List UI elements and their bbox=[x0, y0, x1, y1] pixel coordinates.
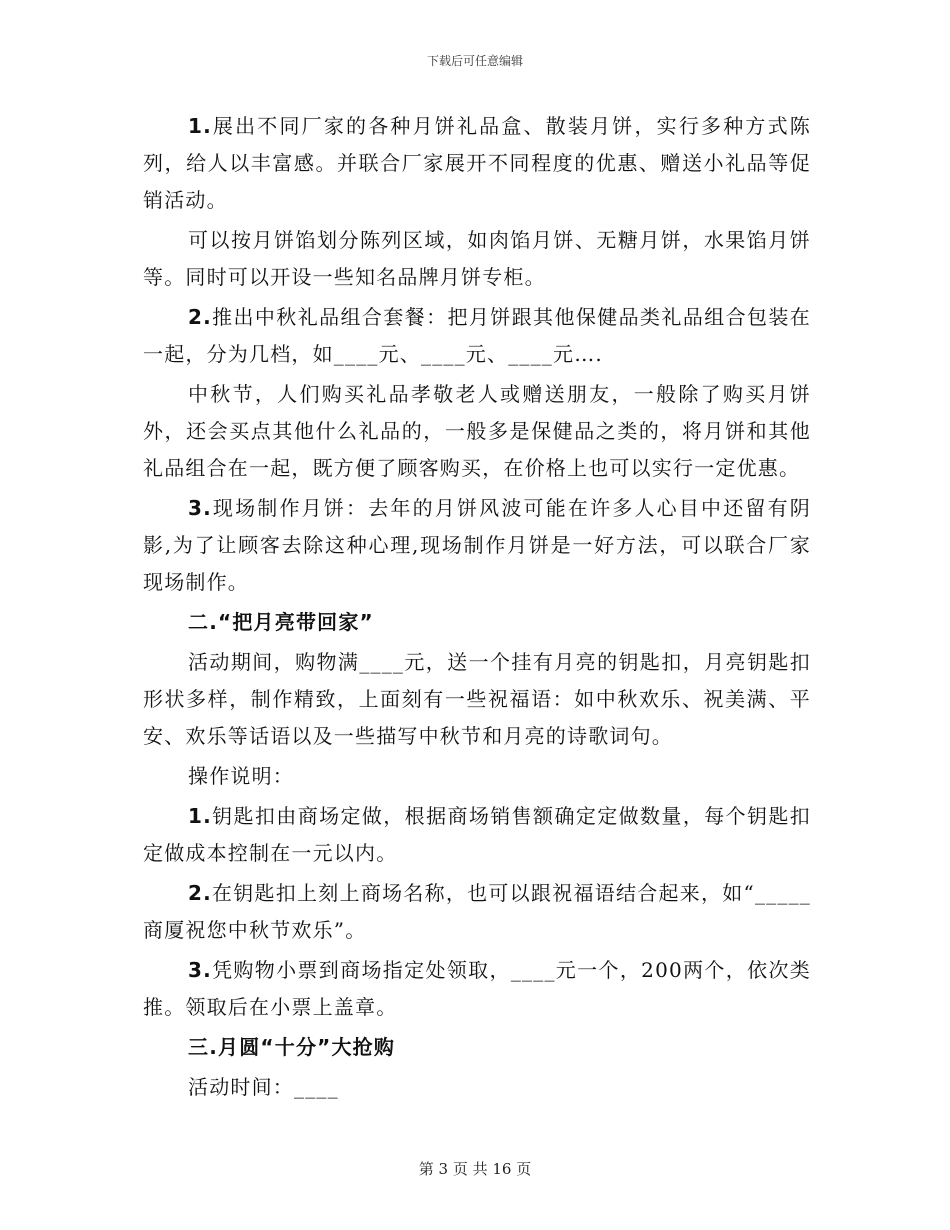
paragraph-11 bbox=[143, 1069, 811, 1106]
paragraph-text: 钥匙扣由商场定做，根据商场销售额确定定做数量，每个钥匙扣定做成本控制在一元以内。 bbox=[143, 804, 811, 865]
page-number-footer: 第 3 页 共 16 页 bbox=[418, 1160, 532, 1178]
item-number: 1. bbox=[188, 114, 212, 138]
paragraph-text: 操作说明： bbox=[188, 764, 294, 788]
paragraph-text: 活动时间：____ bbox=[188, 1075, 339, 1099]
paragraph-8 bbox=[143, 798, 811, 872]
paragraph-4 bbox=[143, 376, 811, 487]
paragraph-9 bbox=[143, 875, 811, 949]
paragraph-1 bbox=[143, 108, 811, 219]
document-body bbox=[143, 108, 811, 1109]
heading-text: 三.月圆“十分”大抢购 bbox=[188, 1035, 396, 1059]
paragraph-2 bbox=[143, 222, 811, 296]
paragraph-text: 在钥匙扣上刻上商场名称，也可以跟祝福语结合起来，如“_____商厦祝您中秋节欢乐”。 bbox=[143, 881, 811, 942]
section-heading-2 bbox=[143, 604, 811, 641]
item-number: 1. bbox=[188, 804, 212, 828]
item-number: 2. bbox=[188, 881, 212, 905]
paragraph-6 bbox=[143, 644, 811, 755]
item-number: 3. bbox=[188, 958, 212, 982]
paragraph-10 bbox=[143, 952, 811, 1026]
paragraph-7 bbox=[143, 758, 811, 795]
paragraph-3 bbox=[143, 299, 811, 373]
page-header: 下载后可任意编辑 bbox=[426, 54, 523, 68]
paragraph-5 bbox=[143, 490, 811, 601]
item-number: 2. bbox=[188, 305, 212, 329]
item-number: 3. bbox=[188, 496, 212, 520]
heading-text: 二.“把月亮带回家” bbox=[188, 610, 374, 634]
paragraph-text: 推出中秋礼品组合套餐：把月饼跟其他保健品类礼品组合包装在一起，分为几档，如____元、____元、____元…. bbox=[143, 305, 811, 366]
paragraph-text: 可以按月饼馅划分陈列区域，如肉馅月饼、无糖月饼，水果馅月饼等。同时可以开设一些知名品牌月饼专柜。 bbox=[143, 228, 811, 289]
section-heading-3 bbox=[143, 1029, 811, 1066]
paragraph-text: 现场制作月饼：去年的月饼风波可能在许多人心目中还留有阴影,为了让顾客去除这种心理,现场制作月饼是一好方法，可以联合厂家现场制作。 bbox=[143, 496, 811, 594]
paragraph-text: 展出不同厂家的各种月饼礼品盒、散装月饼，实行多种方式陈列，给人以丰富感。并联合厂家展开不同程度的优惠、赠送小礼品等促销活动。 bbox=[143, 114, 811, 212]
paragraph-text: 凭购物小票到商场指定处领取，____元一个，200两个，依次类推。领取后在小票上盖章。 bbox=[143, 958, 811, 1019]
paragraph-text: 活动期间，购物满____元，送一个挂有月亮的钥匙扣，月亮钥匙扣形状多样，制作精致，上面刻有一些祝福语：如中秋欢乐、祝美满、平安、欢乐等话语以及一些描写中秋节和月亮的诗歌词句。 bbox=[143, 650, 811, 748]
paragraph-text: 中秋节，人们购买礼品孝敬老人或赠送朋友，一般除了购买月饼外，还会买点其他什么礼品的，一般多是保健品之类的，将月饼和其他礼品组合在一起，既方便了顾客购买，在价格上也可以实行一定优惠。 bbox=[143, 382, 811, 480]
